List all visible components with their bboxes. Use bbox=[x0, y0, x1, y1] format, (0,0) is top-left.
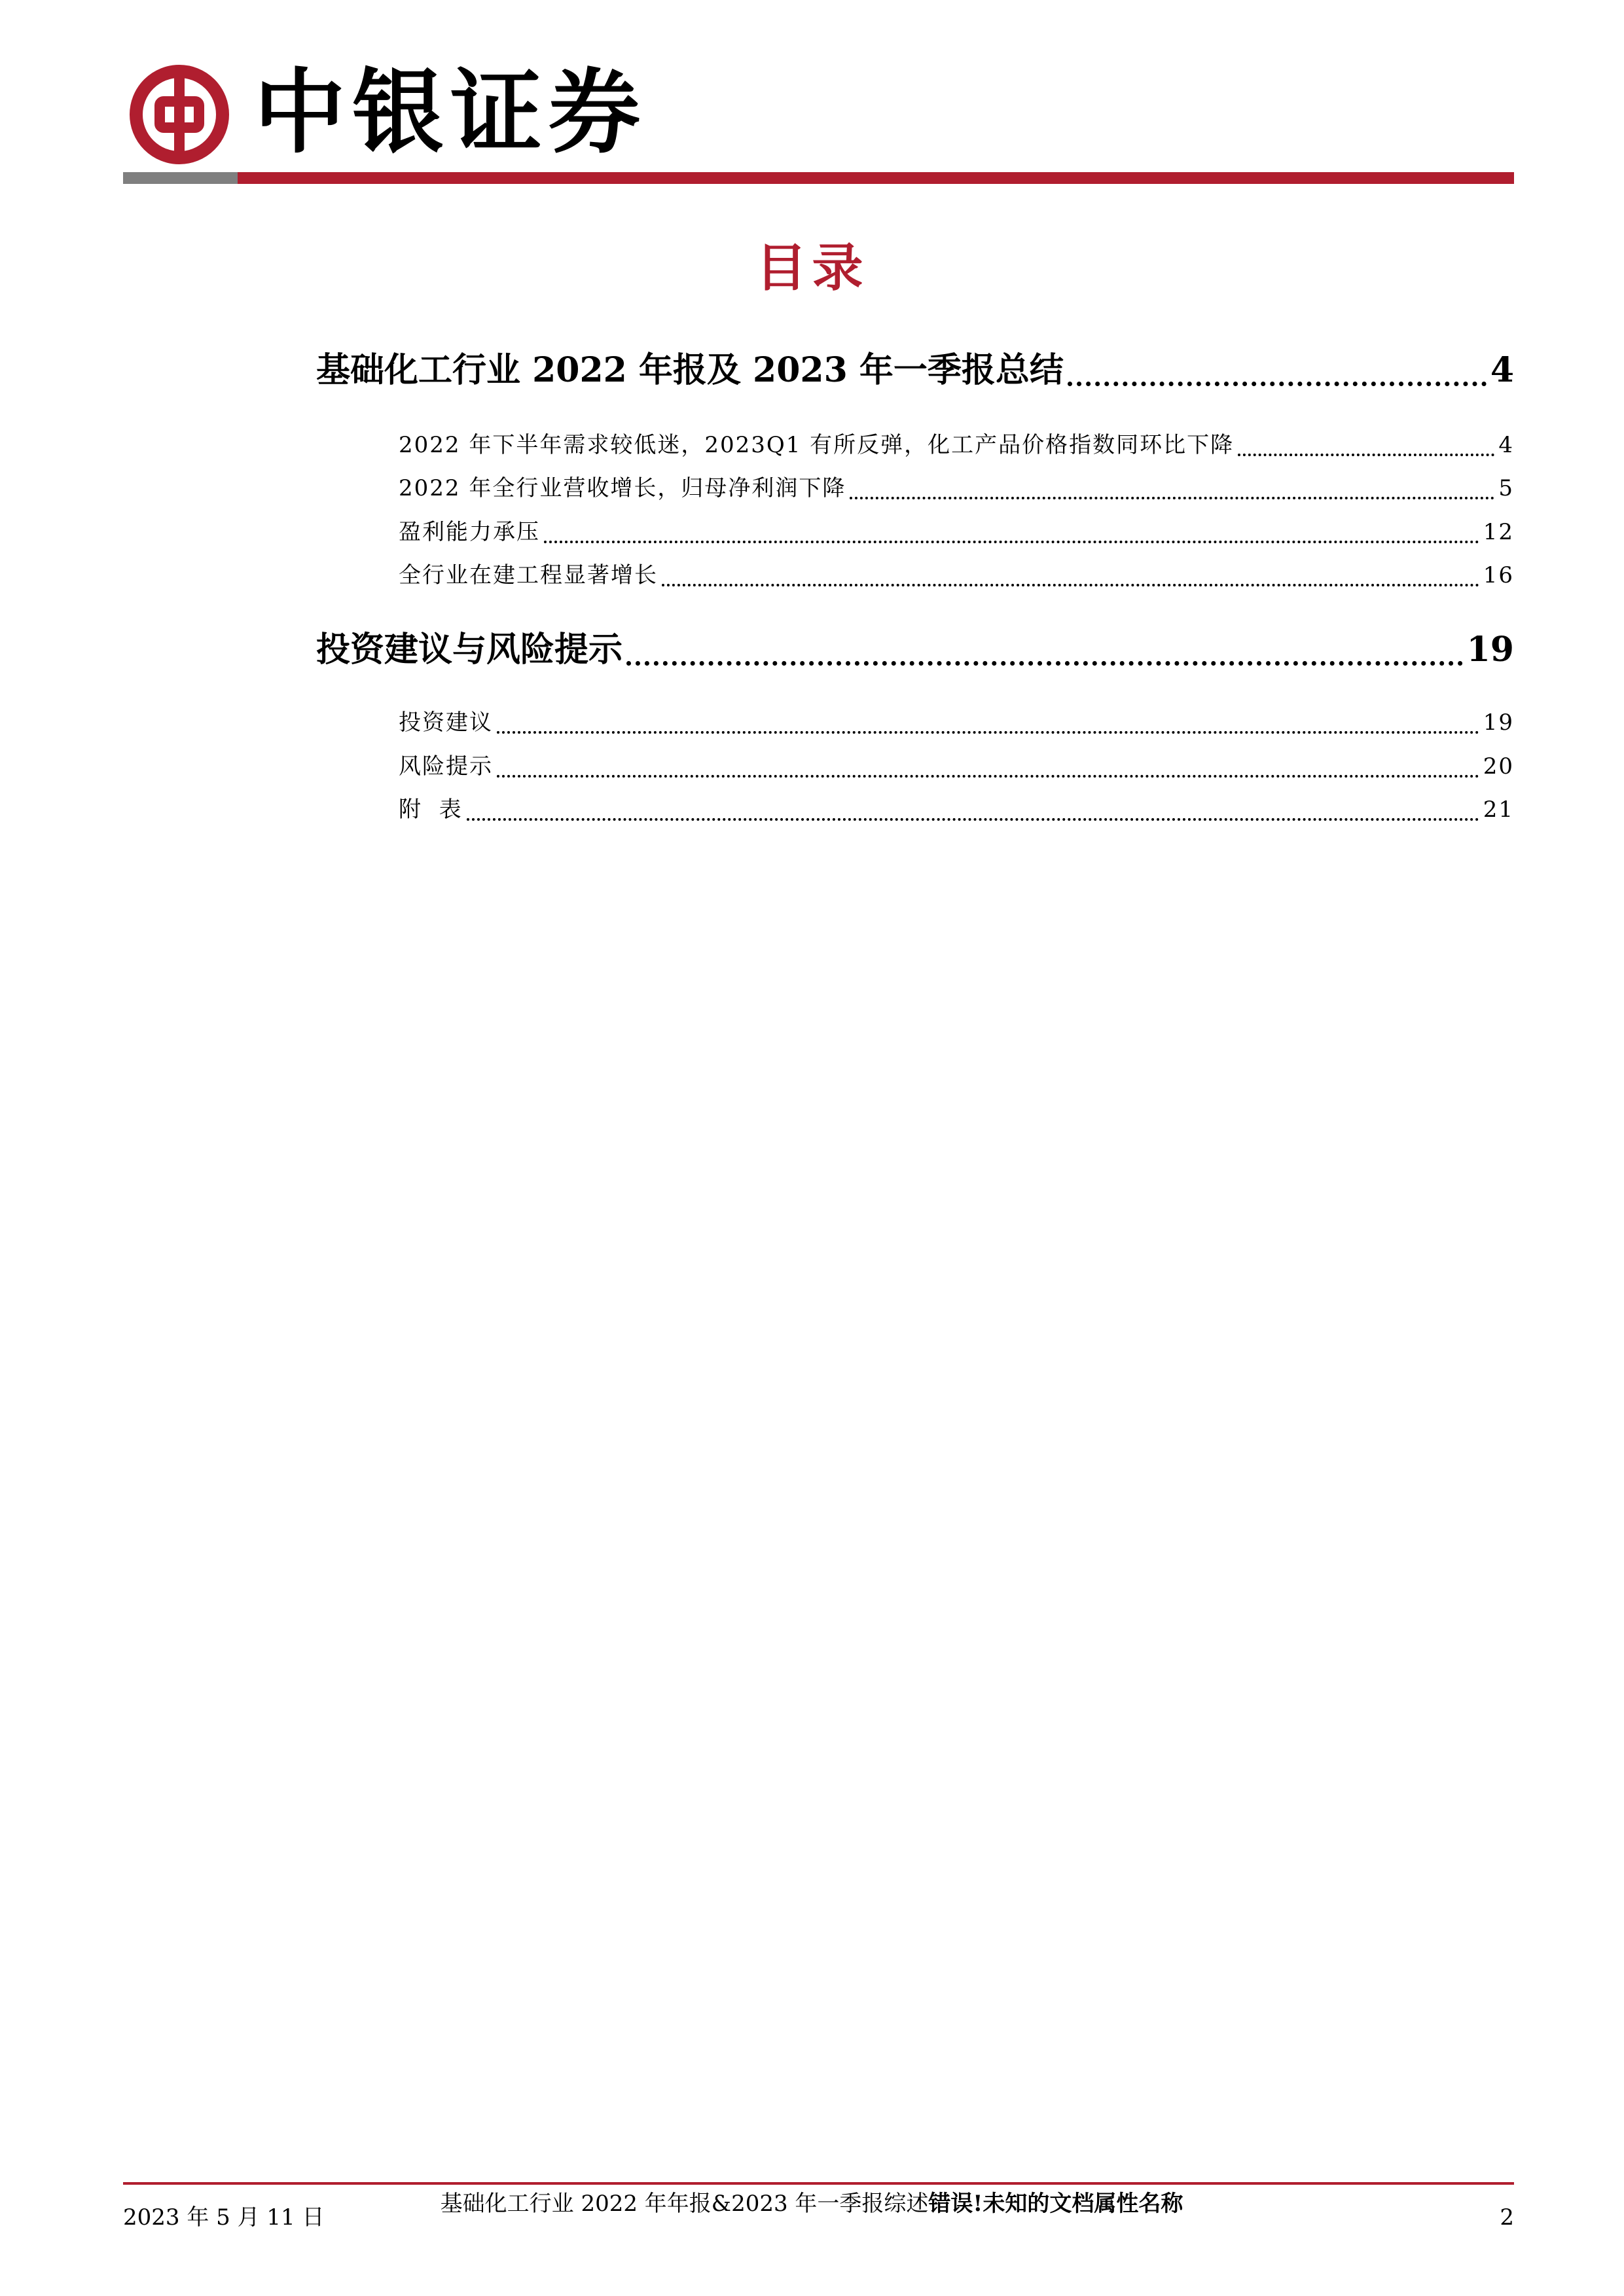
toc-entry-section-2-1[interactable] bbox=[399, 704, 1514, 741]
toc-entry-section-1-2[interactable] bbox=[399, 470, 1514, 507]
toc-leader-dots bbox=[1068, 382, 1487, 386]
footer-report-title bbox=[367, 2186, 1257, 2221]
toc-entry-label: 风险提示 bbox=[399, 753, 493, 780]
toc-entry-page: 4 bbox=[1498, 432, 1514, 458]
toc-entry-label: 2022 年下半年需求较低迷，2023Q1 有所反弹，化工产品价格指数同环比下降 bbox=[399, 432, 1235, 458]
bank-of-china-logo-icon bbox=[129, 64, 230, 165]
toc-entry-page: 12 bbox=[1483, 519, 1514, 545]
footer-page-number: 2 bbox=[1500, 2204, 1514, 2231]
toc-entry-label: 附 表 bbox=[399, 797, 463, 823]
toc-leader-dots bbox=[626, 661, 1463, 666]
brand-name: 中银证券 bbox=[254, 59, 647, 166]
toc-entry-page: 5 bbox=[1498, 475, 1514, 501]
toc-entry-label: 2022 年全行业营收增长，归母净利润下降 bbox=[399, 475, 846, 501]
toc-leader-dots bbox=[662, 584, 1479, 586]
toc-leader-dots bbox=[850, 497, 1494, 499]
toc-leader-dots bbox=[1238, 454, 1494, 456]
toc-entry-page: 19 bbox=[1466, 630, 1514, 670]
toc-entry-page: 21 bbox=[1483, 797, 1514, 823]
toc-entry-section-1-1[interactable] bbox=[399, 427, 1514, 463]
toc-leader-dots bbox=[544, 541, 1479, 543]
toc-entry-label: 全行业在建工程显著增长 bbox=[399, 562, 658, 588]
toc-entry-section-1-4[interactable] bbox=[399, 557, 1514, 594]
toc-entry-section-1-3[interactable] bbox=[399, 514, 1514, 550]
toc-entry-chapter-1[interactable] bbox=[316, 344, 1514, 397]
toc-entry-chapter-2[interactable] bbox=[316, 624, 1514, 676]
toc-leader-dots bbox=[467, 818, 1479, 821]
toc-entry-section-2-2[interactable] bbox=[399, 748, 1514, 785]
toc-entry-page: 16 bbox=[1483, 562, 1514, 588]
toc-title: 目录 bbox=[755, 239, 869, 298]
footer-report-title-text: 基础化工行业 2022 年年报&2023 年一季报综述 bbox=[440, 2191, 929, 2217]
header-rule-gray bbox=[123, 172, 238, 184]
footer-rule bbox=[123, 2182, 1514, 2185]
footer-date: 2023 年 5 月 11 日 bbox=[123, 2204, 325, 2231]
header-rule-red bbox=[238, 172, 1514, 184]
toc-entry-label: 投资建议 bbox=[399, 709, 493, 736]
toc-entry-page: 20 bbox=[1483, 753, 1514, 780]
footer-field-error: 错误!未知的文档属性名称 bbox=[928, 2191, 1183, 2217]
toc-leader-dots bbox=[497, 775, 1479, 778]
toc-entry-page: 4 bbox=[1490, 350, 1514, 390]
toc-entry-label: 基础化工行业 2022 年报及 2023 年一季报总结 bbox=[316, 350, 1064, 390]
toc-entry-label: 投资建议与风险提示 bbox=[316, 630, 623, 670]
toc-entry-page: 19 bbox=[1483, 709, 1514, 736]
toc-entry-label: 盈利能力承压 bbox=[399, 519, 540, 545]
toc-entry-section-2-3[interactable] bbox=[399, 791, 1514, 828]
toc-leader-dots bbox=[497, 731, 1479, 734]
